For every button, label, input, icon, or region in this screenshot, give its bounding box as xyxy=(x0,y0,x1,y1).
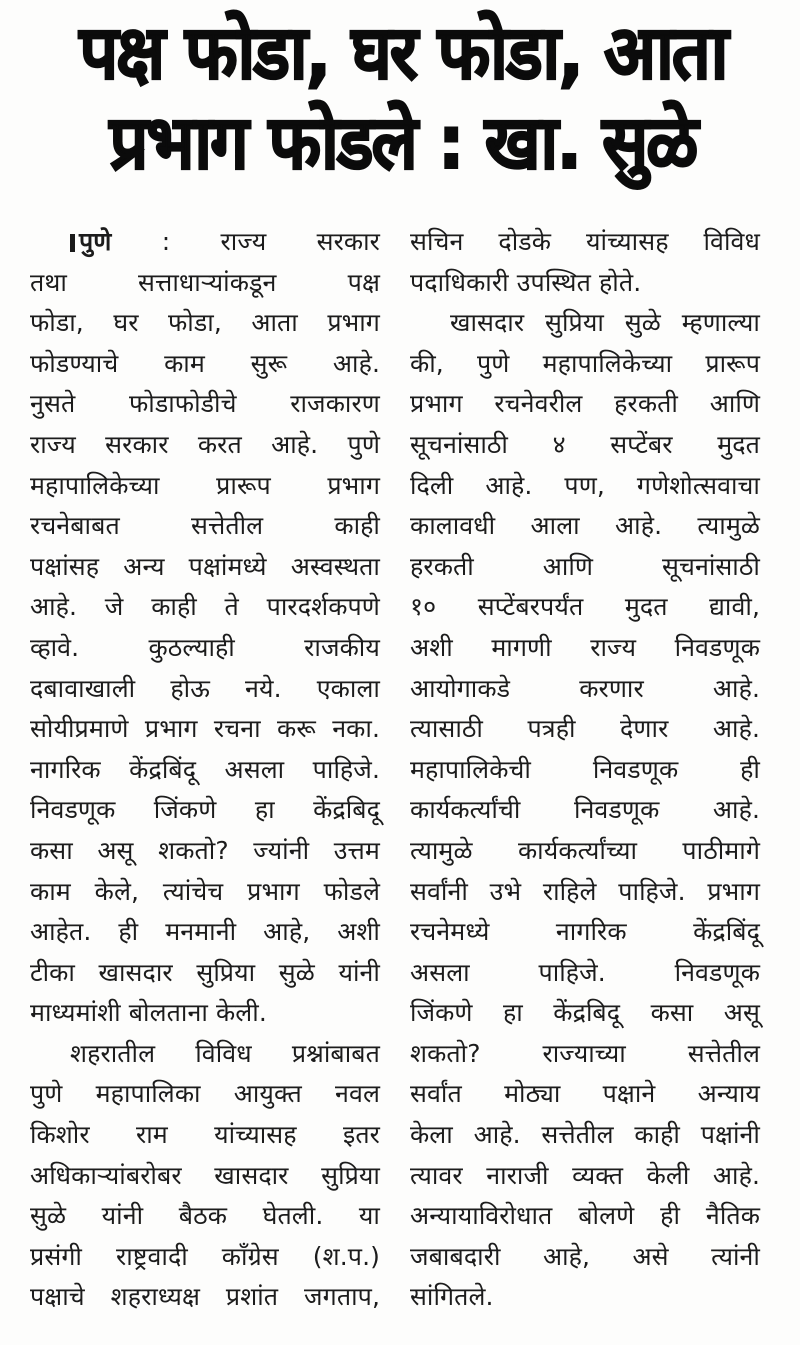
body-line: फोडा, घर फोडा, आता प्रभाग xyxy=(30,308,380,338)
body-line: पक्षाचे शहराध्यक्ष प्रशांत जगताप, xyxy=(30,1282,380,1312)
body-line: सांगितले. xyxy=(410,1282,494,1312)
body-line: राज्य सरकार करत आहे. पुणे xyxy=(30,429,380,459)
body-line: सोयीप्रमाणे प्रभाग रचना करू नका. xyxy=(30,714,380,744)
headline-line-2: प्रभाग फोडले : खा. सुळे xyxy=(109,100,697,186)
body-line: नागरिक केंद्रबिंदू असला पाहिजे. xyxy=(30,754,380,784)
body-line: सर्वांनी उभे राहिले पाहिजे. प्रभाग xyxy=(410,876,760,906)
body-line: किशोर राम यांच्यासह इतर xyxy=(30,1120,380,1150)
body-line: खासदार सुप्रिया सुळे म्हणाल्या xyxy=(450,308,760,338)
body-line: त्यावर नाराजी व्यक्त केली आहे. xyxy=(410,1160,760,1190)
body-line: अशी मागणी राज्य निवडणूक xyxy=(410,632,760,662)
body-line: कसा असू शकतो? ज्यांनी उत्तम xyxy=(30,835,380,865)
headline-line-1: पक्ष फोडा, घर फोडा, आता xyxy=(79,10,727,96)
body-line: व्हावे. कुठल्याही राजकीय xyxy=(30,632,380,662)
body-line: टीका खासदार सुप्रिया सुळे यांनी xyxy=(30,957,380,987)
body-line: दबावाखाली होऊ नये. एकाला xyxy=(30,673,380,703)
body-line: सूचनांसाठी ४ सप्टेंबर मुदत xyxy=(410,429,760,459)
body-line: काम केले, त्यांचेच प्रभाग फोडले xyxy=(30,876,380,906)
body-line: तथा सत्ताधाऱ्यांकडून पक्ष xyxy=(30,267,380,297)
right-column xyxy=(410,222,760,1318)
body-line: फोडण्याचे काम सुरू आहे. xyxy=(30,348,380,378)
body-line: सचिन दोडके यांच्यासह विविध xyxy=(410,227,760,256)
body-line: सर्वांत मोठ्या पक्षाने अन्याय xyxy=(410,1079,760,1109)
body-line: सुळे यांनी बैठक घेतली. या xyxy=(30,1201,380,1231)
dateline-text: राज्य सरकार xyxy=(220,227,380,256)
dateline-line xyxy=(30,222,380,263)
body-line: केला आहे. सत्तेतील काही पक्षांनी xyxy=(410,1120,760,1150)
body-line: हरकती आणि सूचनांसाठी xyxy=(410,551,760,581)
headline xyxy=(18,8,788,188)
body-line: महापालिकेच्या प्रारूप प्रभाग xyxy=(30,470,380,500)
body-line: १० सप्टेंबरपर्यंत मुदत द्यावी, xyxy=(410,592,760,622)
body-line: त्यामुळे कार्यकर्त्यांच्या पाठीमागे xyxy=(410,835,760,865)
body-line: पक्षांसह अन्य पक्षांमध्ये अस्वस्थता xyxy=(30,551,380,581)
body-line: आयोगाकडे करणार आहे. xyxy=(410,673,760,703)
body-line: अन्यायाविरोधात बोलणे ही नैतिक xyxy=(410,1201,760,1231)
body-line: दिली आहे. पण, गणेशोत्सवाचा xyxy=(410,470,760,500)
body-line: शहरातील विविध प्रश्नांबाबत xyxy=(70,1038,380,1068)
body-line: पदाधिकारी उपस्थित होते. xyxy=(410,267,642,297)
body-line: आहेत. ही मनमानी आहे, अशी xyxy=(30,917,380,947)
body-line: प्रसंगी राष्ट्रवादी काँग्रेस (श.प.) xyxy=(30,1241,380,1271)
body-line: निवडणूक जिंकणे हा केंद्रबिदू xyxy=(30,795,380,825)
body-line: महापालिकेची निवडणूक ही xyxy=(410,754,760,784)
body-line: असला पाहिजे. निवडणूक xyxy=(410,957,760,987)
body-line: त्यासाठी पत्रही देणार आहे. xyxy=(410,714,760,744)
dateline-bullet-icon xyxy=(70,234,75,252)
body-line: अधिकाऱ्यांबरोबर खासदार सुप्रिया xyxy=(30,1160,380,1190)
dateline-separator: : xyxy=(161,227,171,256)
body-line: कालावधी आला आहे. त्यामुळे xyxy=(410,511,760,541)
body-line: रचनेमध्ये नागरिक केंद्रबिंदू xyxy=(410,917,760,947)
body-line: जिंकणे हा केंद्रबिदू कसा असू xyxy=(410,998,760,1028)
body-line: पुणे महापालिका आयुक्त नवल xyxy=(30,1079,380,1109)
left-column xyxy=(30,222,380,1318)
body-line: नुसते फोडाफोडीचे राजकारण xyxy=(30,389,380,419)
body-line: कार्यकर्त्यांची निवडणूक आहे. xyxy=(410,795,760,825)
dateline-city: पुणे xyxy=(79,227,112,256)
body-line: आहे. जे काही ते पारदर्शकपणे xyxy=(30,592,380,622)
body-line: माध्यमांशी बोलताना केली. xyxy=(30,998,267,1028)
body-line: शकतो? राज्याच्या सत्तेतील xyxy=(410,1038,760,1068)
body-line: रचनेबाबत सत्तेतील काही xyxy=(30,511,380,541)
body-line: प्रभाग रचनेवरील हरकती आणि xyxy=(410,389,760,419)
body-line: जबाबदारी आहे, असे त्यांनी xyxy=(410,1241,760,1271)
body-line: की, पुणे महापालिकेच्या प्रारूप xyxy=(410,348,760,378)
